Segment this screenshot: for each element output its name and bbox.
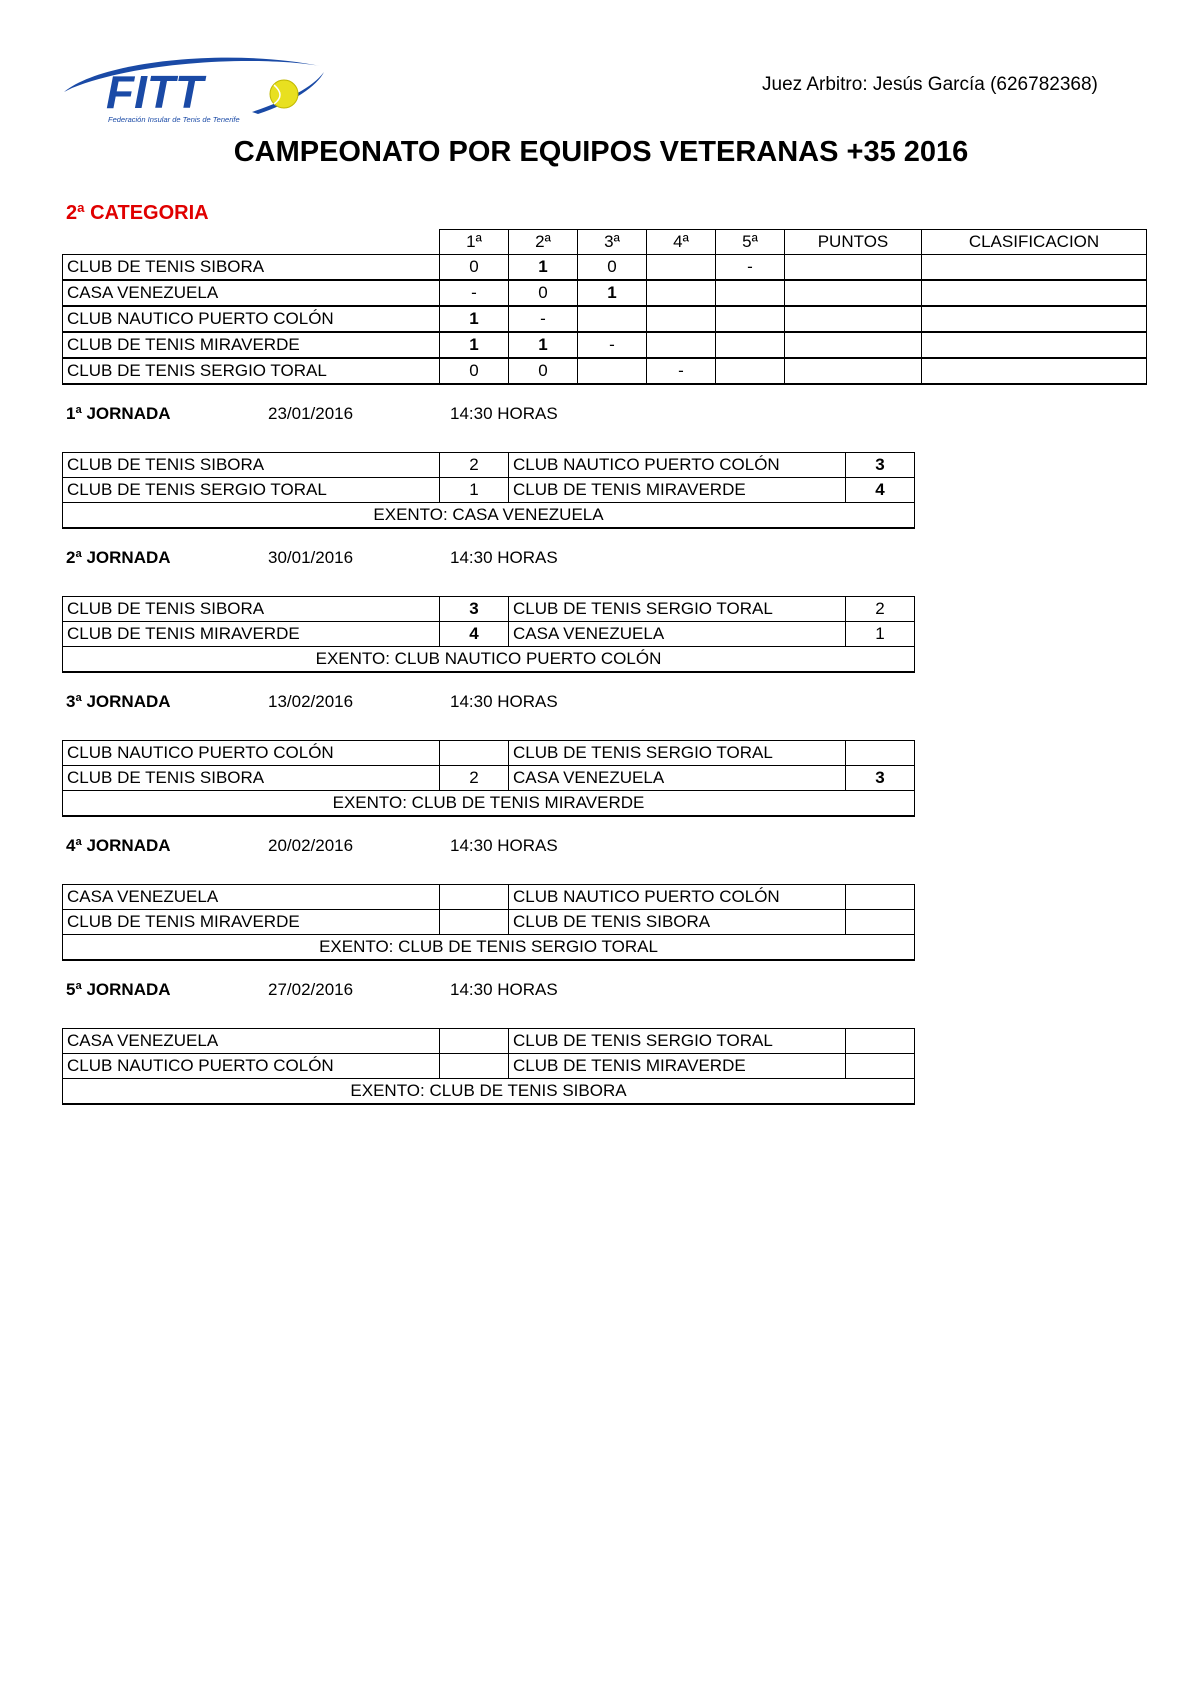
jornada-time: 14:30 HORAS	[450, 836, 558, 855]
home-score	[440, 885, 509, 910]
round-result: 1	[578, 280, 647, 306]
away-team: CASA VENEZUELA	[509, 622, 846, 647]
column-header: 1ª	[440, 230, 509, 255]
exento-label: EXENTO: CLUB DE TENIS MIRAVERDE	[63, 791, 915, 817]
away-score	[846, 910, 915, 935]
round-result: 0	[509, 280, 578, 306]
home-score	[440, 1029, 509, 1054]
home-team: CASA VENEZUELA	[63, 885, 440, 910]
page-title: CAMPEONATO POR EQUIPOS VETERANAS +35 2016	[233, 136, 969, 168]
away-score: 4	[846, 478, 915, 503]
jornada-name: 4ª JORNADA	[66, 836, 171, 855]
team-name: CLUB DE TENIS SERGIO TORAL	[63, 358, 440, 384]
round-result: 0	[509, 358, 578, 384]
match-row	[63, 597, 915, 622]
jornada-table	[62, 884, 915, 961]
jornada-date: 13/02/2016	[268, 692, 354, 711]
home-team: CLUB DE TENIS SIBORA	[63, 766, 440, 791]
round-result: -	[509, 306, 578, 332]
match-row	[63, 741, 915, 766]
jornada-time: 14:30 HORAS	[450, 692, 558, 711]
column-header: CLASIFICACION	[922, 230, 1147, 255]
home-score: 2	[440, 453, 509, 478]
round-result: 0	[440, 358, 509, 384]
home-team: CLUB DE TENIS MIRAVERDE	[63, 910, 440, 935]
column-header: 3ª	[578, 230, 647, 255]
exento-row	[63, 791, 915, 817]
logo-text: FITT	[106, 66, 204, 118]
away-team: CLUB NAUTICO PUERTO COLÓN	[509, 453, 846, 478]
round-result	[647, 332, 716, 358]
clasificacion-cell	[922, 306, 1147, 332]
category-label: 2ª CATEGORIA	[66, 202, 209, 224]
column-header: 2ª	[509, 230, 578, 255]
home-team: CLUB DE TENIS MIRAVERDE	[63, 622, 440, 647]
away-team: CASA VENEZUELA	[509, 766, 846, 791]
home-team: CLUB NAUTICO PUERTO COLÓN	[63, 1054, 440, 1079]
away-score: 1	[846, 622, 915, 647]
away-score	[846, 1054, 915, 1079]
away-score	[846, 741, 915, 766]
jornada-name: 2ª JORNADA	[66, 548, 171, 567]
match-row	[63, 1054, 915, 1079]
exento-row	[63, 503, 915, 529]
round-result: -	[578, 332, 647, 358]
jornada-name: 5ª JORNADA	[66, 980, 171, 999]
jornada-name: 1ª JORNADA	[66, 404, 171, 423]
exento-label: EXENTO: CLUB DE TENIS SIBORA	[63, 1079, 915, 1105]
home-score	[440, 1054, 509, 1079]
home-score: 1	[440, 478, 509, 503]
jornada-table	[62, 740, 915, 817]
match-row	[63, 453, 915, 478]
jornada-name: 3ª JORNADA	[66, 692, 171, 711]
clasificacion-cell	[922, 280, 1147, 306]
team-name: CLUB NAUTICO PUERTO COLÓN	[63, 306, 440, 332]
home-score	[440, 741, 509, 766]
standings-header-row	[63, 230, 1147, 255]
clasificacion-cell	[922, 255, 1147, 281]
jornada-time: 14:30 HORAS	[450, 548, 558, 567]
fitt-logo	[62, 52, 330, 128]
home-team: CLUB DE TENIS SIBORA	[63, 453, 440, 478]
home-team: CLUB DE TENIS SIBORA	[63, 597, 440, 622]
round-result	[716, 358, 785, 384]
jornada-time: 14:30 HORAS	[450, 980, 558, 999]
round-result: 1	[509, 255, 578, 281]
round-result	[716, 306, 785, 332]
team-name: CASA VENEZUELA	[63, 280, 440, 306]
team-name: CLUB DE TENIS MIRAVERDE	[63, 332, 440, 358]
puntos-cell	[785, 255, 922, 281]
round-result	[647, 306, 716, 332]
round-result: -	[647, 358, 716, 384]
clasificacion-cell	[922, 332, 1147, 358]
standings-row	[63, 280, 1147, 306]
exento-label: EXENTO: CLUB NAUTICO PUERTO COLÓN	[63, 647, 915, 673]
standings-header-spacer	[63, 230, 440, 255]
exento-label: EXENTO: CASA VENEZUELA	[63, 503, 915, 529]
away-team: CLUB DE TENIS MIRAVERDE	[509, 478, 846, 503]
round-result	[578, 358, 647, 384]
exento-row	[63, 935, 915, 961]
standings-row	[63, 306, 1147, 332]
jornada-date: 23/01/2016	[268, 404, 354, 423]
jornada-table	[62, 452, 915, 529]
away-team: CLUB DE TENIS SERGIO TORAL	[509, 597, 846, 622]
round-result: 1	[440, 306, 509, 332]
jornada-date: 30/01/2016	[268, 548, 354, 567]
away-team: CLUB NAUTICO PUERTO COLÓN	[509, 885, 846, 910]
standings-row	[63, 332, 1147, 358]
jornada-date: 20/02/2016	[268, 836, 354, 855]
clasificacion-cell	[922, 358, 1147, 384]
home-team: CLUB DE TENIS SERGIO TORAL	[63, 478, 440, 503]
home-score	[440, 910, 509, 935]
round-result	[647, 255, 716, 281]
round-result: 0	[440, 255, 509, 281]
match-row	[63, 622, 915, 647]
team-name: CLUB DE TENIS SIBORA	[63, 255, 440, 281]
home-team: CASA VENEZUELA	[63, 1029, 440, 1054]
round-result: -	[716, 255, 785, 281]
away-score	[846, 885, 915, 910]
home-score: 3	[440, 597, 509, 622]
round-result	[578, 306, 647, 332]
jornada-time: 14:30 HORAS	[450, 404, 558, 423]
exento-row	[63, 647, 915, 673]
standings-table	[62, 229, 1147, 385]
match-row	[63, 478, 915, 503]
standings-row	[63, 255, 1147, 281]
away-team: CLUB DE TENIS SIBORA	[509, 910, 846, 935]
away-score: 3	[846, 453, 915, 478]
puntos-cell	[785, 306, 922, 332]
logo-subtitle: Federación Insular de Tenis de Tenerife	[108, 115, 240, 124]
round-result	[647, 280, 716, 306]
column-header: PUNTOS	[785, 230, 922, 255]
away-score: 3	[846, 766, 915, 791]
exento-row	[63, 1079, 915, 1105]
match-row	[63, 910, 915, 935]
round-result	[716, 332, 785, 358]
column-header: 5ª	[716, 230, 785, 255]
away-team: CLUB DE TENIS SERGIO TORAL	[509, 1029, 846, 1054]
match-row	[63, 885, 915, 910]
column-header: 4ª	[647, 230, 716, 255]
away-score	[846, 1029, 915, 1054]
round-result: 0	[578, 255, 647, 281]
jornada-date: 27/02/2016	[268, 980, 354, 999]
exento-label: EXENTO: CLUB DE TENIS SERGIO TORAL	[63, 935, 915, 961]
jornada-table	[62, 1028, 915, 1105]
referee-info: Juez Arbitro: Jesús García (626782368)	[762, 74, 1098, 95]
round-result	[716, 280, 785, 306]
jornada-table	[62, 596, 915, 673]
match-row	[63, 766, 915, 791]
home-score: 2	[440, 766, 509, 791]
home-score: 4	[440, 622, 509, 647]
match-row	[63, 1029, 915, 1054]
round-result: -	[440, 280, 509, 306]
puntos-cell	[785, 332, 922, 358]
home-team: CLUB NAUTICO PUERTO COLÓN	[63, 741, 440, 766]
round-result: 1	[440, 332, 509, 358]
round-result: 1	[509, 332, 578, 358]
puntos-cell	[785, 280, 922, 306]
standings-row	[63, 358, 1147, 384]
away-team: CLUB DE TENIS MIRAVERDE	[509, 1054, 846, 1079]
puntos-cell	[785, 358, 922, 384]
away-score: 2	[846, 597, 915, 622]
away-team: CLUB DE TENIS SERGIO TORAL	[509, 741, 846, 766]
